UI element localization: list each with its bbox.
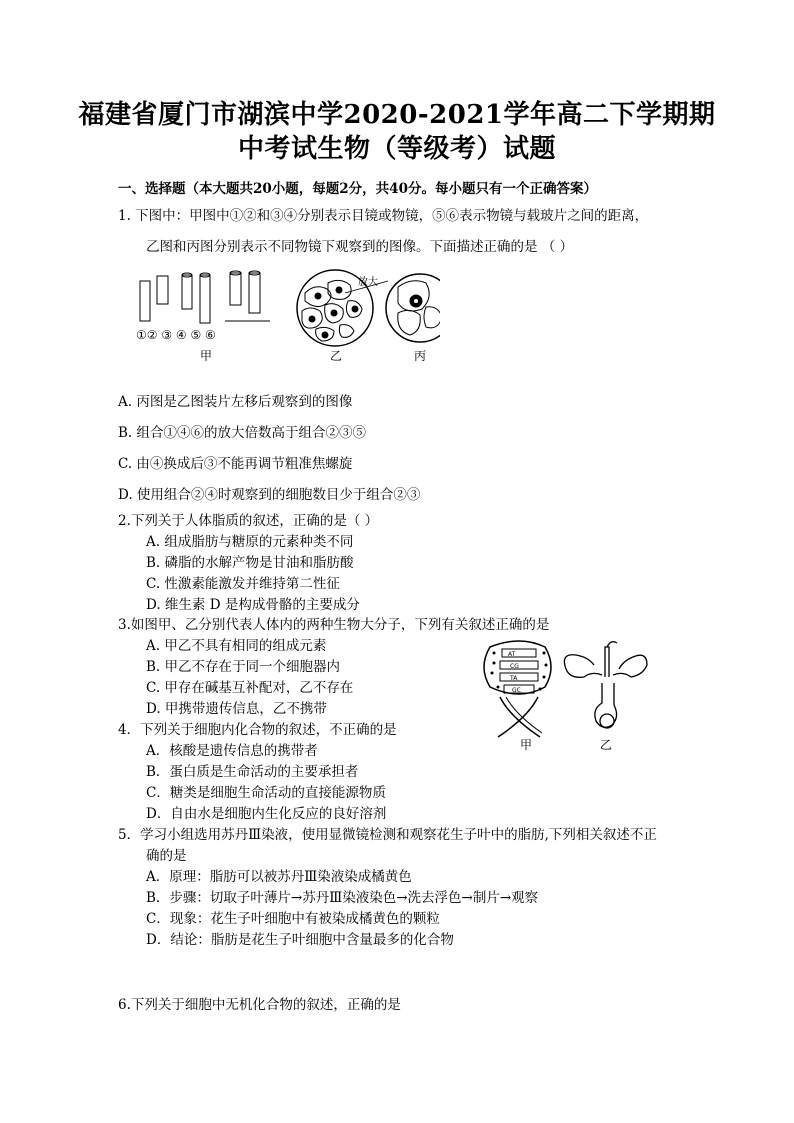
q2-option-b: B. 磷脂的水解产物是甘油和脂肪酸 [146, 555, 354, 571]
jia-lens-labels: ①② ③ ④ ⑤ ⑥ [136, 328, 216, 342]
base-pair-3 [500, 673, 538, 681]
pair-label-4: GC [512, 687, 521, 694]
cell-yi-7 [339, 325, 354, 338]
lens-3 [182, 275, 192, 309]
q2-stem: 2.下列关于人体脂质的叙述，正确的是（ ） [118, 513, 379, 529]
q5-option-b: B．步骤：切取子叶薄片→苏丹Ⅲ染液染色→洗去浮色→制片→观察 [146, 890, 539, 906]
q3-figure [480, 637, 660, 752]
page-title-line-2: 中考试生物（等级考）试题 [237, 134, 556, 164]
page-title-line-1: 福建省厦门市湖滨中学2020-2021学年高二下学期期 [78, 100, 716, 130]
nucleus-yi-2 [336, 287, 342, 293]
q1-stem-line-1: 1. 下图中：甲图中①②和③④分别表示目镜或物镜，⑤⑥表示物镜与载玻片之间的距离， [118, 208, 649, 224]
q1-option-b: B. 组合①④⑥的放大倍数高于组合②③⑤ [118, 425, 367, 441]
q3-option-d: D. 甲携带遗传信息，乙不携带 [146, 701, 327, 717]
q2-option-c: C. 性激素能激发并维持第二性征 [146, 576, 340, 592]
q4-option-a: A．核酸是遗传信息的携带者 [146, 743, 318, 759]
q3-jia-caption: 甲 [520, 738, 533, 752]
q2-option-a: A. 组成脂肪与糖原的元素种类不同 [146, 534, 354, 550]
arrow-label: 放大 [358, 277, 378, 288]
trna-anticodon-arm [595, 683, 617, 727]
trna-anticodon-loop [600, 714, 614, 728]
lens-1 [140, 281, 150, 321]
nucleolus-bing [414, 299, 419, 304]
q5-stem-line-1: 5．学习小组选用苏丹Ⅲ染液，使用显微镜检测和观察花生子叶中的脂肪,下列相关叙述不正 [118, 827, 657, 843]
section-heading: 一、选择题（本大题共20小题，每题2分，共40分。每小题只有一个正确答案） [118, 181, 597, 197]
trna-acceptor-end [607, 642, 617, 647]
nucleus-yi-5 [352, 306, 358, 312]
q4-option-c: C．糖类是细胞生命活动的直接能源物质 [146, 785, 386, 801]
nucleus-yi-6 [322, 332, 328, 338]
view-bing [386, 274, 440, 342]
q3-stem: 3.如图甲、乙分别代表人体内的两种生物大分子，下列有关叙述正确的是 [118, 617, 550, 633]
cell-bing-2 [398, 310, 421, 335]
q5-option-a: A．原理：脂肪可以被苏丹Ⅲ染液染成橘黄色 [146, 869, 412, 885]
jia-caption: 甲 [200, 349, 213, 363]
q1-stem-line-2: 乙图和丙图分别表示不同物镜下观察到的图像。下面描述正确的是 （ ） [146, 239, 574, 255]
microscope-lens-group [140, 271, 270, 323]
objective-6 [249, 273, 260, 313]
q3-option-a: A. 甲乙不具有相同的组成元素 [146, 638, 327, 654]
q1-option-d: D. 使用组合②④时观察到的细胞数目少于组合②③ [118, 487, 421, 503]
base-pair-2 [500, 661, 538, 669]
yi-caption: 乙 [330, 349, 343, 363]
q5-option-d: D．结论：脂肪是花生子叶细胞中含量最多的化合物 [146, 932, 454, 948]
q3-yi-caption: 乙 [600, 738, 613, 752]
lens-4 [200, 275, 210, 323]
q1-option-c: C. 由④换成后③不能再调节粗准焦螺旋 [118, 456, 353, 472]
cell-bing-3 [424, 307, 440, 328]
q3-option-b: B. 甲乙不存在于同一个细胞器内 [146, 659, 341, 675]
objective-5 [230, 273, 241, 305]
bing-caption: 丙 [414, 349, 427, 363]
pair-label-3: TA [510, 675, 518, 682]
q2-option-d: D. 维生素 D 是构成骨骼的主要成分 [146, 597, 360, 613]
q3-option-c: C. 甲存在碱基互补配对，乙不存在 [146, 680, 354, 696]
nucleus-yi-3 [309, 316, 315, 322]
nucleus-yi-4 [331, 310, 337, 316]
trna-t-arm [613, 655, 647, 677]
view-bing-field [386, 274, 440, 342]
q1-option-a: A. 丙图是乙图装片左移后观察到的图像 [118, 394, 353, 410]
q6-stem: 6.下列关于细胞中无机化合物的叙述，正确的是 [118, 997, 401, 1013]
lens-2 [157, 276, 168, 304]
trna-acceptor-stem [605, 647, 609, 677]
nucleus-yi-1 [315, 293, 321, 299]
trna-d-arm [564, 655, 602, 678]
trna-cloverleaf [564, 642, 647, 728]
pair-label-1: AT [508, 651, 516, 658]
q4-option-b: B．蛋白质是生命活动的主要承担者 [146, 764, 359, 780]
q5-stem-line-2: 确的是 [146, 848, 187, 864]
q5-option-c: C．现象：花生子叶细胞中有被染成橘黄色的颗粒 [146, 911, 440, 927]
q4-option-d: D．自由水是细胞内生化反应的良好溶剂 [146, 806, 387, 822]
pair-label-2: CG [510, 663, 519, 670]
q4-stem: 4．下列关于细胞内化合物的叙述，不正确的是 [118, 722, 397, 738]
q1-figure [130, 263, 440, 373]
